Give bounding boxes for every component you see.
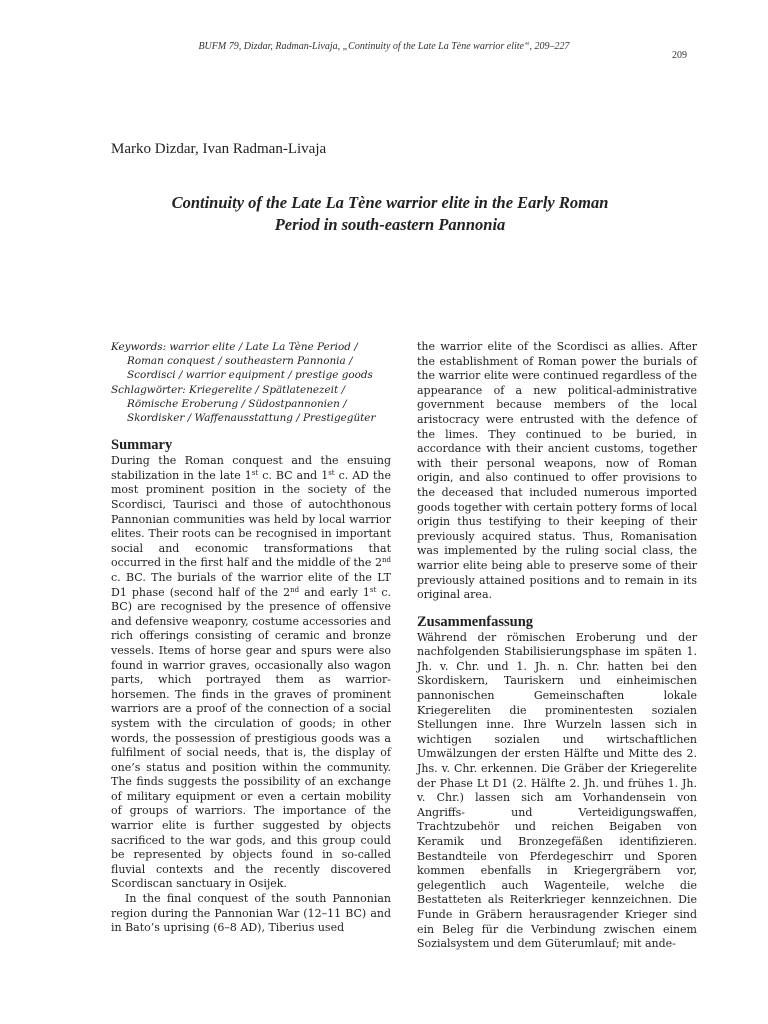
left-column (111, 340, 391, 936)
summary-paragraph-3: the warrior elite of the Scordisci as allies. After the establishment of Roman power the burials of the warrior elite were continued regardless of the appearance of a new political-administrative government because members of the local aristocracy were entrusted with the defence of the limes. They continued to be buried, in accordance with their ancient customs, together with their personal weapons, now of Roman origin, and also continued to offer provisions to the deceased that included numerous imported goods together with certain pottery forms of local origin thus testifying to their keeping of their previously acquired status. Thus, Romanisation was implemented by the ruling social class, the warrior elite being able to preserve some of their previously attained positions and to remain in its original area. (417, 340, 697, 602)
page-number: 209 (672, 50, 687, 61)
keywords-en (111, 340, 391, 383)
ordinal-sup: nd (382, 556, 391, 565)
schlagwoerter-label: Schlagwörter: (111, 383, 186, 396)
keywords-text: warrior elite / Late La Tène Period / Roman conquest / southeastern Pannonia / Scordisci / warrior equipment / prestige goods (127, 341, 373, 382)
article-title (60, 192, 720, 236)
summary-paragraph-2: In the final conquest of the south Pannonian region during the Pannonian War (12–11 BC) and in Bato’s uprising (6–8 AD), Tiberius used (111, 892, 391, 935)
zusammenfassung-heading: Zusammenfassung (417, 613, 534, 630)
title-line-1: Continuity of the Late La Tène warrior elite in the Early Roman (171, 193, 609, 212)
ordinal-sup: nd (290, 585, 300, 594)
summary-p1-text-a: During the Roman conquest and the ensuing stabilization in the late 1 (111, 454, 391, 482)
keywords-label: Keywords: (111, 341, 167, 353)
summary-p1-text-d: c. BC. The burials of the warrior elite of the LT D1 phase (second half of the 2 (111, 570, 391, 599)
keywords-block (111, 340, 391, 425)
summary-heading: Summary (111, 437, 173, 454)
ordinal-sup: st (251, 468, 259, 477)
authors: Marko Dizdar, Ivan Radman-Livaja (111, 141, 327, 157)
zusammenfassung-paragraph-1: Während der römischen Eroberung und der nachfolgenden Stabilisierungsphase im späten 1. Jh. v. Chr. und 1. Jh. n. Chr. hatten bei den Skordiskern, Tauriskern und einheimischen pannonischen Gemeinschaften lokale Kriegereliten die prominentesten sozialen Stellungen inne. Ihre Wurzeln lassen sich in wichtigen sozialen und wirtschaftlichen Umwälzungen der ersten Hälfte und Mitte des 2. Jhs. v. Chr. erkennen. Die Gräber der Kriegerelite der Phase Lt D1 (2. Hälfte 2. Jh. und frühes 1. Jh. v. Chr.) lassen sich am Vorhandensein von Angriffs- und Verteidigungswaffen, Trachtzubehör und reichen Beigaben von Keramik und Bronzegefäßen identifizieren. Bestandteile von Pferdegeschirr und Sporen kommen ebenfalls in Kriegergräbern vor, gelegentlich auch Wagenteile, welche die Bestatteten als Reiterkrieger kennzeichnen. Die Funde in Gräbern herausragender Krieger sind ein Beleg für die Verbindung zwischen einem Sozialsystem und dem Güterumlauf; mit ande- (417, 630, 697, 951)
running-head: BUFM 79, Dizdar, Radman-Livaja, „Continuity of the Late La Tène warrior elite“, 209–227 (198, 41, 570, 52)
ordinal-sup: st (369, 585, 377, 594)
ordinal-sup: st (328, 468, 335, 477)
schlagwoerter-text: Kriegerelite / Spätlatenezeit / Römische Eroberung / Südostpannonien / Skordisker / Waffenausstattung / Prestigegüter (127, 383, 376, 425)
summary-paragraph-1 (111, 454, 391, 892)
keywords-de (111, 383, 391, 426)
summary-p1-text-b: c. BC and 1 (258, 468, 329, 482)
summary-p1-text-c: c. AD the most prominent position in the society of the Scordisci, Taurisci and those of autochthonous Pannonian communities was held by local warrior elites. Their roots can be recognised in important social and economic transformations that occurred in the first half and the middle of the 2 (111, 468, 392, 570)
summary-p1-text-f: c. BC) are recognised by the presence of offensive and defensive weaponry, costume accessories and rich offerings consisting of ceramic and bronze vessels. Items of horse gear and spurs were also found in warrior graves, occasionally also wagon parts, which portrayed them as warrior-horsemen. The finds in the graves of prominent warriors are a proof of the connection of a social system with the circulation of goods; in other words, the possession of prestigious goods was a fulfilment of social needs, that is, the display of one’s status and position within the community. The finds suggests the possibility of an exchange of military equipment or even a certain mobility of groups of warriors. The importance of the warrior elite is further suggested by objects sacrificed to the war gods, and this group could be represented by objects found in so-called fluvial contexts and the recently discovered Scordiscan sanctuary in Osijek. (111, 585, 391, 891)
summary-p1-text-e: and early 1 (299, 585, 370, 599)
title-line-2: Period in south-eastern Pannonia (274, 215, 506, 234)
right-column (417, 340, 697, 952)
